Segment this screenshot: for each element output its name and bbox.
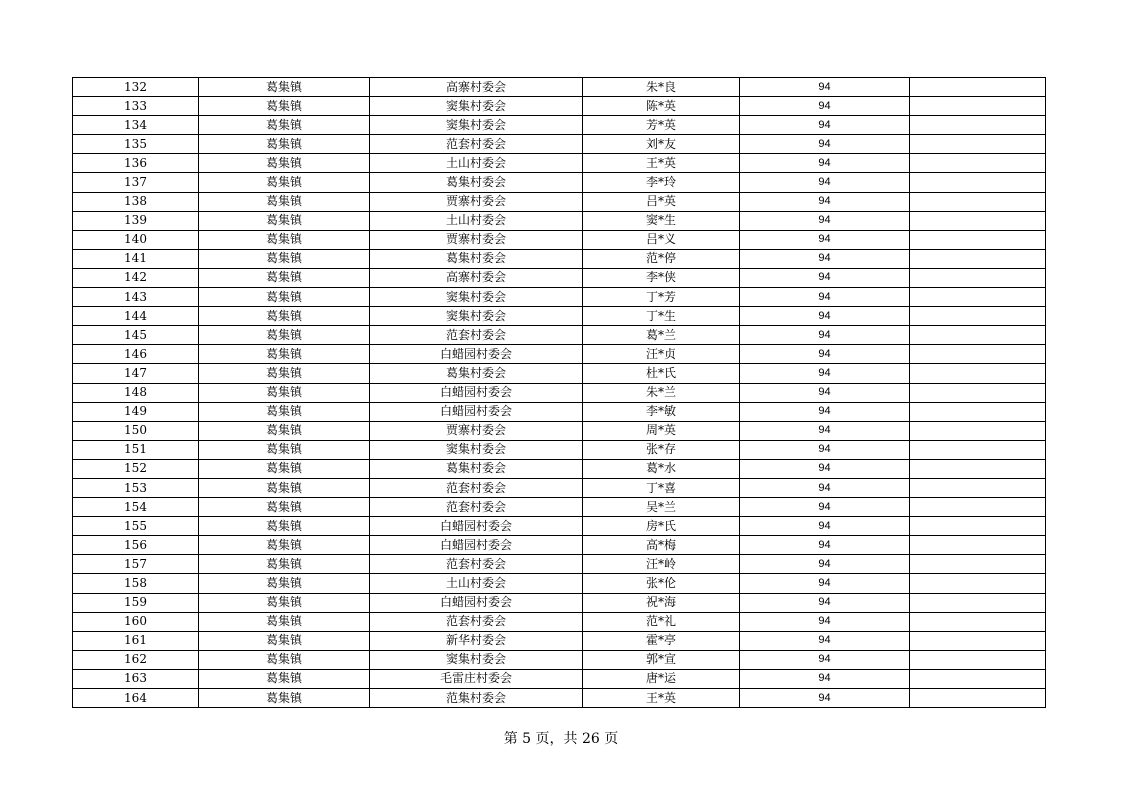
village-committee-cell: 范套村委会 — [370, 612, 583, 631]
township-cell: 葛集镇 — [199, 192, 370, 211]
score-cell: 94 — [740, 593, 910, 612]
table-row — [73, 154, 1046, 173]
remark-cell — [910, 689, 1046, 708]
remark-cell — [910, 307, 1046, 326]
table-row — [73, 440, 1046, 459]
serial-number-cell: 147 — [73, 364, 199, 383]
name-cell: 祝*海 — [583, 593, 740, 612]
serial-number-cell: 149 — [73, 402, 199, 421]
table-row — [73, 555, 1046, 574]
remark-cell — [910, 78, 1046, 97]
township-cell: 葛集镇 — [199, 574, 370, 593]
township-cell: 葛集镇 — [199, 116, 370, 135]
village-committee-cell: 葛集村委会 — [370, 249, 583, 268]
village-committee-cell: 白蜡园村委会 — [370, 517, 583, 536]
table-row — [73, 631, 1046, 650]
table-row — [73, 345, 1046, 364]
table-row — [73, 249, 1046, 268]
score-cell: 94 — [740, 78, 910, 97]
score-cell: 94 — [740, 689, 910, 708]
table-row — [73, 498, 1046, 517]
remark-cell — [910, 211, 1046, 230]
township-cell: 葛集镇 — [199, 211, 370, 230]
township-cell: 葛集镇 — [199, 631, 370, 650]
village-committee-cell: 范套村委会 — [370, 135, 583, 154]
name-cell: 吴*兰 — [583, 498, 740, 517]
table-row — [73, 478, 1046, 497]
table-row — [73, 78, 1046, 97]
township-cell: 葛集镇 — [199, 135, 370, 154]
remark-cell — [910, 402, 1046, 421]
township-cell: 葛集镇 — [199, 154, 370, 173]
remark-cell — [910, 593, 1046, 612]
table-row — [73, 288, 1046, 307]
remark-cell — [910, 669, 1046, 688]
name-cell: 范*停 — [583, 249, 740, 268]
remark-cell — [910, 555, 1046, 574]
township-cell: 葛集镇 — [199, 593, 370, 612]
score-cell: 94 — [740, 154, 910, 173]
name-cell: 范*礼 — [583, 612, 740, 631]
score-cell: 94 — [740, 192, 910, 211]
remark-cell — [910, 116, 1046, 135]
remark-cell — [910, 536, 1046, 555]
name-cell: 李*侠 — [583, 268, 740, 287]
score-cell: 94 — [740, 498, 910, 517]
table-row — [73, 97, 1046, 116]
serial-number-cell: 135 — [73, 135, 199, 154]
village-committee-cell: 葛集村委会 — [370, 364, 583, 383]
village-committee-cell: 土山村委会 — [370, 154, 583, 173]
serial-number-cell: 141 — [73, 249, 199, 268]
score-cell: 94 — [740, 249, 910, 268]
township-cell: 葛集镇 — [199, 536, 370, 555]
table-row — [73, 116, 1046, 135]
name-cell: 郭*宣 — [583, 650, 740, 669]
serial-number-cell: 157 — [73, 555, 199, 574]
table-row — [73, 650, 1046, 669]
township-cell: 葛集镇 — [199, 612, 370, 631]
serial-number-cell: 145 — [73, 326, 199, 345]
table-row — [73, 211, 1046, 230]
serial-number-cell: 140 — [73, 230, 199, 249]
remark-cell — [910, 478, 1046, 497]
remark-cell — [910, 459, 1046, 478]
remark-cell — [910, 249, 1046, 268]
table-row — [73, 669, 1046, 688]
village-committee-cell: 贾寨村委会 — [370, 192, 583, 211]
township-cell: 葛集镇 — [199, 230, 370, 249]
township-cell: 葛集镇 — [199, 97, 370, 116]
township-cell: 葛集镇 — [199, 421, 370, 440]
table-row — [73, 402, 1046, 421]
score-cell: 94 — [740, 555, 910, 574]
name-cell: 吕*英 — [583, 192, 740, 211]
score-cell: 94 — [740, 669, 910, 688]
serial-number-cell: 138 — [73, 192, 199, 211]
name-cell: 杜*氏 — [583, 364, 740, 383]
table-row — [73, 135, 1046, 154]
name-cell: 丁*芳 — [583, 288, 740, 307]
name-cell: 王*英 — [583, 689, 740, 708]
village-committee-cell: 贾寨村委会 — [370, 421, 583, 440]
serial-number-cell: 154 — [73, 498, 199, 517]
remark-cell — [910, 345, 1046, 364]
township-cell: 葛集镇 — [199, 402, 370, 421]
township-cell: 葛集镇 — [199, 326, 370, 345]
township-cell: 葛集镇 — [199, 288, 370, 307]
table-row — [73, 383, 1046, 402]
remark-cell — [910, 173, 1046, 192]
village-committee-cell: 窦集村委会 — [370, 650, 583, 669]
serial-number-cell: 148 — [73, 383, 199, 402]
village-committee-cell: 范套村委会 — [370, 498, 583, 517]
name-cell: 李*敏 — [583, 402, 740, 421]
village-committee-cell: 窦集村委会 — [370, 288, 583, 307]
village-committee-cell: 高寨村委会 — [370, 268, 583, 287]
table-row — [73, 517, 1046, 536]
score-cell: 94 — [740, 650, 910, 669]
village-committee-cell: 范套村委会 — [370, 555, 583, 574]
name-cell: 丁*生 — [583, 307, 740, 326]
name-cell: 芳*英 — [583, 116, 740, 135]
serial-number-cell: 162 — [73, 650, 199, 669]
score-cell: 94 — [740, 383, 910, 402]
score-cell: 94 — [740, 345, 910, 364]
score-cell: 94 — [740, 574, 910, 593]
score-cell: 94 — [740, 402, 910, 421]
serial-number-cell: 161 — [73, 631, 199, 650]
remark-cell — [910, 326, 1046, 345]
township-cell: 葛集镇 — [199, 249, 370, 268]
village-committee-cell: 贾寨村委会 — [370, 230, 583, 249]
name-cell: 高*梅 — [583, 536, 740, 555]
serial-number-cell: 156 — [73, 536, 199, 555]
remark-cell — [910, 440, 1046, 459]
score-cell: 94 — [740, 288, 910, 307]
village-committee-cell: 葛集村委会 — [370, 173, 583, 192]
village-committee-cell: 窦集村委会 — [370, 440, 583, 459]
village-committee-cell: 窦集村委会 — [370, 307, 583, 326]
table-row — [73, 612, 1046, 631]
remark-cell — [910, 517, 1046, 536]
table-row — [73, 574, 1046, 593]
township-cell: 葛集镇 — [199, 440, 370, 459]
remark-cell — [910, 268, 1046, 287]
name-cell: 汪*岭 — [583, 555, 740, 574]
remark-cell — [910, 364, 1046, 383]
village-committee-cell: 白蜡园村委会 — [370, 536, 583, 555]
name-cell: 刘*友 — [583, 135, 740, 154]
serial-number-cell: 139 — [73, 211, 199, 230]
name-cell: 张*伦 — [583, 574, 740, 593]
village-committee-cell: 土山村委会 — [370, 574, 583, 593]
township-cell: 葛集镇 — [199, 478, 370, 497]
township-cell: 葛集镇 — [199, 689, 370, 708]
score-cell: 94 — [740, 440, 910, 459]
score-cell: 94 — [740, 116, 910, 135]
township-cell: 葛集镇 — [199, 669, 370, 688]
name-cell: 霍*亭 — [583, 631, 740, 650]
name-cell: 唐*运 — [583, 669, 740, 688]
name-cell: 葛*水 — [583, 459, 740, 478]
serial-number-cell: 155 — [73, 517, 199, 536]
table-row — [73, 689, 1046, 708]
serial-number-cell: 143 — [73, 288, 199, 307]
serial-number-cell: 159 — [73, 593, 199, 612]
name-cell: 丁*喜 — [583, 478, 740, 497]
serial-number-cell: 164 — [73, 689, 199, 708]
table-row — [73, 536, 1046, 555]
village-committee-cell: 毛雷庄村委会 — [370, 669, 583, 688]
name-cell: 李*玲 — [583, 173, 740, 192]
name-cell: 房*氏 — [583, 517, 740, 536]
table-row — [73, 307, 1046, 326]
township-cell: 葛集镇 — [199, 307, 370, 326]
serial-number-cell: 136 — [73, 154, 199, 173]
roster-table-body — [73, 78, 1046, 708]
serial-number-cell: 158 — [73, 574, 199, 593]
village-committee-cell: 高寨村委会 — [370, 78, 583, 97]
township-cell: 葛集镇 — [199, 78, 370, 97]
remark-cell — [910, 421, 1046, 440]
name-cell: 朱*良 — [583, 78, 740, 97]
table-row — [73, 268, 1046, 287]
village-committee-cell: 白蜡园村委会 — [370, 402, 583, 421]
name-cell: 周*英 — [583, 421, 740, 440]
serial-number-cell: 146 — [73, 345, 199, 364]
score-cell: 94 — [740, 517, 910, 536]
township-cell: 葛集镇 — [199, 268, 370, 287]
village-committee-cell: 土山村委会 — [370, 211, 583, 230]
score-cell: 94 — [740, 173, 910, 192]
village-committee-cell: 窦集村委会 — [370, 97, 583, 116]
township-cell: 葛集镇 — [199, 517, 370, 536]
table-row — [73, 173, 1046, 192]
score-cell: 94 — [740, 268, 910, 287]
table-row — [73, 364, 1046, 383]
table-row — [73, 459, 1046, 478]
serial-number-cell: 134 — [73, 116, 199, 135]
township-cell: 葛集镇 — [199, 383, 370, 402]
serial-number-cell: 137 — [73, 173, 199, 192]
village-committee-cell: 窦集村委会 — [370, 116, 583, 135]
table-row — [73, 421, 1046, 440]
score-cell: 94 — [740, 230, 910, 249]
village-committee-cell: 白蜡园村委会 — [370, 383, 583, 402]
name-cell: 葛*兰 — [583, 326, 740, 345]
serial-number-cell: 151 — [73, 440, 199, 459]
serial-number-cell: 144 — [73, 307, 199, 326]
serial-number-cell: 133 — [73, 97, 199, 116]
remark-cell — [910, 631, 1046, 650]
township-cell: 葛集镇 — [199, 364, 370, 383]
name-cell: 朱*兰 — [583, 383, 740, 402]
table-row — [73, 192, 1046, 211]
township-cell: 葛集镇 — [199, 345, 370, 364]
table-row — [73, 230, 1046, 249]
serial-number-cell: 150 — [73, 421, 199, 440]
township-cell: 葛集镇 — [199, 650, 370, 669]
village-committee-cell: 范集村委会 — [370, 689, 583, 708]
remark-cell — [910, 230, 1046, 249]
remark-cell — [910, 154, 1046, 173]
name-cell: 窦*生 — [583, 211, 740, 230]
remark-cell — [910, 135, 1046, 154]
village-committee-cell: 白蜡园村委会 — [370, 345, 583, 364]
score-cell: 94 — [740, 211, 910, 230]
score-cell: 94 — [740, 135, 910, 154]
remark-cell — [910, 192, 1046, 211]
serial-number-cell: 153 — [73, 478, 199, 497]
serial-number-cell: 132 — [73, 78, 199, 97]
score-cell: 94 — [740, 364, 910, 383]
name-cell: 汪*贞 — [583, 345, 740, 364]
remark-cell — [910, 97, 1046, 116]
serial-number-cell: 160 — [73, 612, 199, 631]
remark-cell — [910, 612, 1046, 631]
score-cell: 94 — [740, 97, 910, 116]
township-cell: 葛集镇 — [199, 498, 370, 517]
page-number-footer: 第 5 页，共 26 页 — [503, 731, 619, 747]
remark-cell — [910, 498, 1046, 517]
remark-cell — [910, 383, 1046, 402]
serial-number-cell: 152 — [73, 459, 199, 478]
score-cell: 94 — [740, 631, 910, 650]
name-cell: 王*英 — [583, 154, 740, 173]
village-committee-cell: 白蜡园村委会 — [370, 593, 583, 612]
name-cell: 吕*义 — [583, 230, 740, 249]
township-cell: 葛集镇 — [199, 459, 370, 478]
name-cell: 张*存 — [583, 440, 740, 459]
score-cell: 94 — [740, 612, 910, 631]
remark-cell — [910, 288, 1046, 307]
township-cell: 葛集镇 — [199, 555, 370, 574]
serial-number-cell: 163 — [73, 669, 199, 688]
name-cell: 陈*英 — [583, 97, 740, 116]
village-committee-cell: 范套村委会 — [370, 326, 583, 345]
score-cell: 94 — [740, 459, 910, 478]
roster-table — [72, 77, 1046, 708]
remark-cell — [910, 574, 1046, 593]
serial-number-cell: 142 — [73, 268, 199, 287]
remark-cell — [910, 650, 1046, 669]
score-cell: 94 — [740, 307, 910, 326]
score-cell: 94 — [740, 478, 910, 497]
village-committee-cell: 范套村委会 — [370, 478, 583, 497]
table-row — [73, 593, 1046, 612]
score-cell: 94 — [740, 326, 910, 345]
score-cell: 94 — [740, 421, 910, 440]
village-committee-cell: 葛集村委会 — [370, 459, 583, 478]
township-cell: 葛集镇 — [199, 173, 370, 192]
table-row — [73, 326, 1046, 345]
village-committee-cell: 新华村委会 — [370, 631, 583, 650]
score-cell: 94 — [740, 536, 910, 555]
